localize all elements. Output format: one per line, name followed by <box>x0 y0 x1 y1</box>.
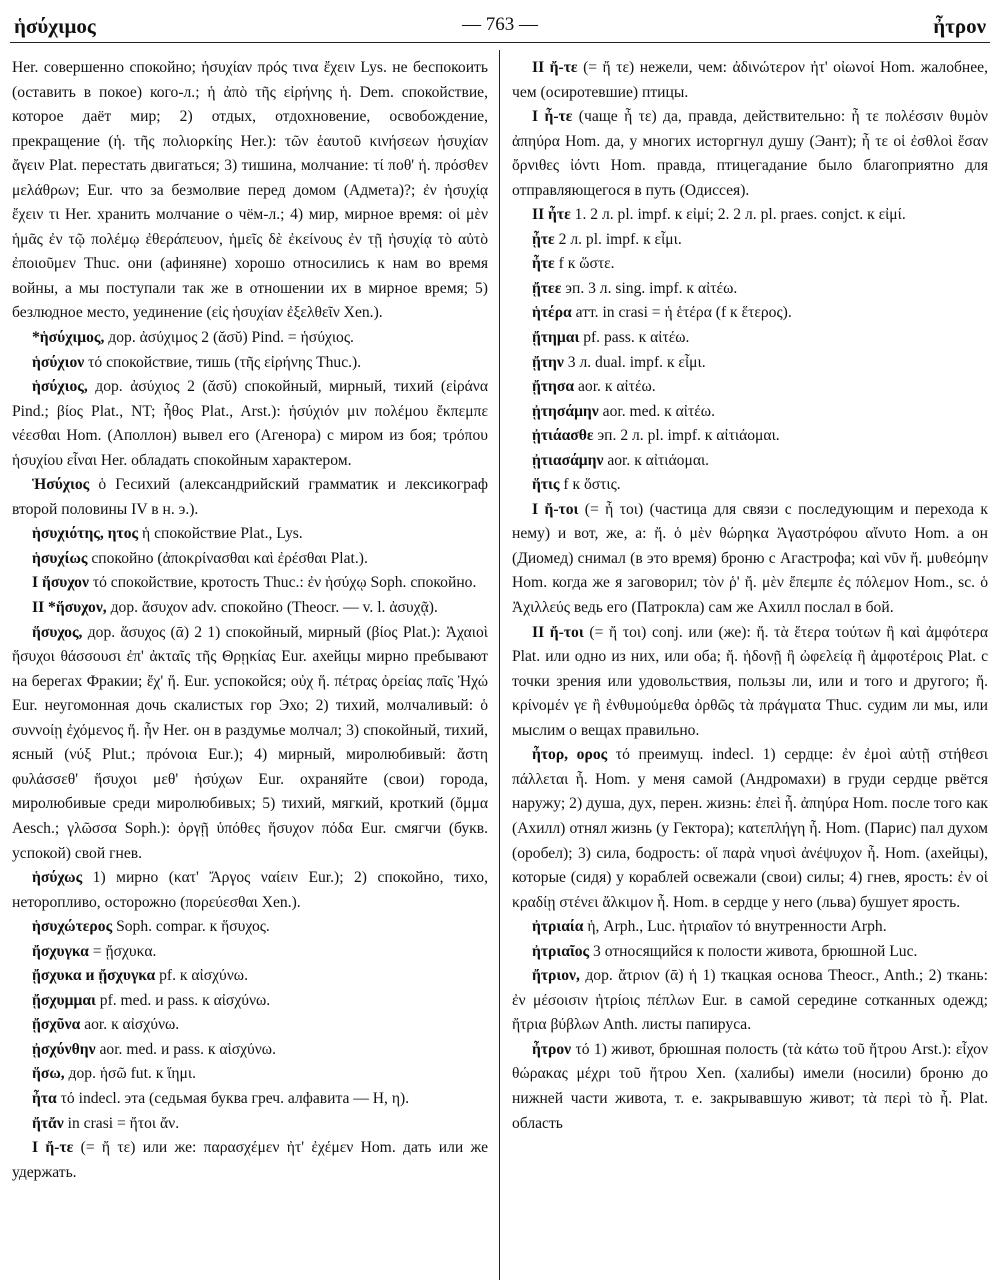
entry-text: τό indecl. эта (седьмая буква греч. алфавита — Η, η). <box>60 1089 410 1107</box>
entry-text: = ᾔσχυκα. <box>92 942 157 960</box>
entry-text: aor. к αἰτιάομαι. <box>607 451 710 469</box>
dictionary-entry <box>512 940 988 965</box>
entry-headword: I ἤ-τοι <box>532 500 579 518</box>
dictionary-entry <box>512 203 988 228</box>
entry-text: pf. к αἰσχύνω. <box>159 967 248 985</box>
dictionary-entry <box>512 105 988 203</box>
entry-headword: ἡσύχιον <box>32 353 85 371</box>
entry-text: атт. in crasi = ἡ ἑτέρα (f к ἕτερος). <box>575 304 792 322</box>
dictionary-entry <box>512 326 988 351</box>
entry-text: 2 л. pl. impf. к εἶμι. <box>558 230 682 248</box>
entry-headword: ᾔσχῦνα <box>32 1016 81 1034</box>
entry-text: τό спокойствие, кротость Thuc.: ἐν ἡσύχῳ Soph. спокойно. <box>92 574 477 592</box>
entry-text: ἡ, Arph., Luc. ἠτριαῖον τό внутренности Arph. <box>587 918 887 936</box>
dictionary-entry <box>512 56 988 105</box>
dictionary-entry <box>12 915 488 940</box>
entry-headword: ἤτἄν <box>32 1114 64 1132</box>
entry-text: (= ἦ τοι) (частица для связи с последующим и перехода к нему) и вот, же, а: ἤ. ὁ μὲν θώρηκα Ἀγαστρόφου αἴνυτο Hom. а он (Диомед) снимал (в это время) броню с Агастрофа; καὶ νῦν ἤ. μυθεόμην Hom. когда же я заговорил; τὸν ῥ' ἤ. μὲν ἔπεμπε ἐς πόλεμον Hom., sc. ὁ Ἀχιλλεύς ведь его (Патрокла) сам же Ахилл послал в бой. <box>512 500 988 617</box>
entry-headword: ᾐτησάμην <box>532 402 599 420</box>
dictionary-entry <box>12 596 488 621</box>
entry-text: (= ἤ τοι) conj. или (же): ἤ. τὰ ἕτερα τούτων ἢ καὶ ἀμφότερα Plat. или одно из них, или оба; ἤ. ἡδονῇ ἢ ὠφελείᾳ ἢ ἀμφοτέροις Plat. с точки зрения или удовольствия, пользы ли, или и того и другого; ἤ. κρίνομέν γε ἢ ἐνθυμούμεθα ὀρθῶς τὰ πράγματα Thuc. судим ли мы, или мыслим о вещах правильно. <box>512 623 988 739</box>
dictionary-entry <box>12 989 488 1014</box>
entry-text: (= ἤ τε) нежели, чем: ἀδινώτερον ἠτ' οἰωνοί Hom. жалобнее, чем (осиротевшие) птицы. <box>512 59 988 101</box>
entry-headword: ἡσύχως <box>32 869 83 887</box>
entry-headword: Ἡσύχιος <box>32 476 90 494</box>
page-header <box>10 8 990 43</box>
dictionary-entry <box>12 866 488 915</box>
entry-text: Her. совершенно спокойно; ἡσυχίαν πρός τινα ἔχειν Lys. не беспокоить (оставить в покое) кого-л.; ἡ ἀπὸ τῆς εἰρήνης ἡ. Dem. спокойствие, которое даёт мир; 2) отдых, отдохновение, освобождение, прекращение (ἡ. τῆς πολιορκίης Her.): τῶν ἑαυτοῦ κινήσεων ἡσυχίαν ἄγειν Plat. перестать двигаться; 3) тишина, молчание: τί ποθ' ἡ. πρόσθεν μελάθρων; Eur. что за безмолвие перед домом (Адмета)?; ἐν ἡσυχίᾳ ἔχειν τι Her. хранить молчание о чём-л.; 4) мир, мирное время: οἱ μὲν ἡμᾶς ἐν τῷ πολέμῳ ἐθεράπευον, ἡμεῖς δὲ ἐκείνους ἐν τῇ ἡσυχίᾳ τὸ αὐτὸ ἐποιοῦμεν Thuc. они (афиняне) хорошо относились к нам во время войны, а мы поступали так же в отношении их в мирное время; 5) безлюдное место, уединение (εἰς ἡσυχίαν ἐξελθεῖν Xen.). <box>12 59 488 322</box>
dictionary-entry <box>12 375 488 473</box>
entry-headword: ἥσυχος, <box>32 623 83 641</box>
entry-text: Soph. compar. к ἥσυχος. <box>116 918 270 936</box>
entry-headword: ᾔτεε <box>532 279 562 297</box>
entry-headword: ἦτα <box>32 1089 57 1107</box>
entry-headword: I ἤ-τε <box>32 1139 74 1157</box>
dictionary-entry <box>12 56 488 326</box>
entry-text: 1. 2 л. pl. impf. к εἰμί; 2. 2 л. pl. praes. conjct. к εἰμί. <box>574 206 906 224</box>
entry-text: ἡ спокойствие Plat., Lys. <box>142 525 303 543</box>
entry-headword: II ἤ-τοι <box>532 623 584 641</box>
entry-text: τό преимущ. indecl. 1) сердце: ἐν ἐμοὶ αὐτῇ στήθεσι πάλλεται ἦ. Hom. у меня самой (Андромахи) в груди сердце рвётся наружу; 2) душа, дух, перен. жизнь: ἐπεὶ ἦ. ἀπηύρα Hom. после того как (Ахилл) отнял жизнь (у Гектора); κατεπλήγη ἦ. Hom. (Парис) пал духом (оробел); 3) сила, бодрость: οἵ παρὰ νηυσὶ ἀνέψυχον ἦ. Hom. (ахейцы), которые (сидя) у кораблей освежали (свои) силы; 4) гнев, ярость: ἐν οἱ κραδίῃ στένει ἄλκιμον ἦ. Hom. в сердце у него (льва) бушует ярость. <box>512 746 988 911</box>
entry-headword: ἤτριον, <box>532 967 580 985</box>
entry-headword: ἡσυχίως <box>32 549 88 567</box>
dictionary-entry <box>512 621 988 744</box>
dictionary-entry <box>512 424 988 449</box>
dictionary-entry <box>12 351 488 376</box>
dictionary-entry <box>12 1013 488 1038</box>
entry-text: спокойно (ἀποκρίνασθαι καὶ ἐρέσθαι Plat.). <box>91 549 368 567</box>
entry-headword: ᾐτιασάμην <box>532 451 604 469</box>
entry-text: дор. ἡσῶ fut. к ἵημι. <box>68 1065 196 1083</box>
entry-text: (чаще ἦ τε) да, правда, действительно: ἦ τε πολέσσιν θυμὸν ἀπηύρα Hom. да, у многих исторгнул душу (Эант); ἦ τε οἱ ἐσθλοὶ ἔσαν ὄρνιθες ἰόντι Hom. правда, птицегадание было благоприятно для отправляющегося в путь (Одиссея). <box>512 108 988 199</box>
entry-text: in crasi = ἤτοι ἄν. <box>67 1114 180 1132</box>
dictionary-entry <box>12 571 488 596</box>
entry-text: pf. med. и pass. к αἰσχύνω. <box>99 991 271 1009</box>
entry-text: τό спокойствие, тишь (τῆς εἰρήνης Thuc.). <box>88 353 362 371</box>
entry-headword: ᾔσχυκα и ᾔσχυγκα <box>32 967 156 985</box>
entry-headword: ᾔτημαι <box>532 329 580 347</box>
entry-headword: ᾐσχύνθην <box>32 1040 96 1058</box>
entry-text: aor. к αἰτέω. <box>578 378 656 396</box>
left-column <box>12 56 488 1278</box>
entry-text: pf. pass. к αἰτέω. <box>583 329 690 347</box>
entry-text: дор. ἀσύχιος 2 (ᾰσῠ) спокойный, мирный, тихий (εἰράνα Pind.; βίος Plat., NT; ἦθος Plat., Arst.): ἡσύχιόν μιν πολέμου ἔκπεμπε νέεσθαι Hom. (Аполлон) вывел его (Агенора) с миром из боя; τρόπου ἡσυχίου εἶναι Her. обладать спокойным характером. <box>12 378 488 469</box>
entry-headword: II ἦτε <box>532 206 571 224</box>
page-number: — 763 — <box>462 14 538 35</box>
entry-headword: ἡτέρα <box>532 304 572 322</box>
dictionary-entry <box>512 498 988 621</box>
entry-headword: I ἦ-τε <box>532 108 573 126</box>
dictionary-entry <box>512 400 988 425</box>
entry-text: ὁ Гесихий (александрийский грамматик и лексикограф второй половины IV в н. э.). <box>12 476 488 518</box>
right-column <box>512 56 988 1278</box>
dictionary-entry <box>512 449 988 474</box>
entry-headword: ᾔτην <box>532 353 564 371</box>
entry-headword: ἥσω, <box>32 1065 65 1083</box>
dictionary-entry <box>12 1038 488 1063</box>
dictionary-entry <box>512 964 988 1038</box>
dictionary-entry <box>12 547 488 572</box>
dictionary-entry <box>512 301 988 326</box>
dictionary-entry <box>12 1136 488 1185</box>
dictionary-entry <box>12 473 488 522</box>
entry-text: 1) мирно (κατ' Ἄργος ναίειν Eur.); 2) спокойно, тихо, неторопливо, осторожно (πορεύεσθαι Xen.). <box>12 869 488 911</box>
dictionary-entry <box>512 252 988 277</box>
entry-headword: ἦτε <box>532 255 555 273</box>
dictionary-entry <box>12 1087 488 1112</box>
entry-text: (= ἤ τε) или же: παρασχέμεν ἠτ' ἐχέμεν Hom. дать или же удержать. <box>12 1139 488 1181</box>
entry-headword: I ἥσυχον <box>32 574 89 592</box>
entry-headword: ἡσυχιότης, ητος <box>32 525 139 543</box>
entry-headword: ᾐτιάασθε <box>532 427 594 445</box>
dictionary-entry <box>12 1112 488 1137</box>
entry-text: aor. med. и pass. к αἰσχύνω. <box>99 1040 276 1058</box>
entry-text: дор. ἅσυχος (ᾱ) 2 1) спокойный, мирный (βίος Plat.): Ἀχαιοὶ ἥσυχοι θάσσουσι ἐπ' ἀκταῖς τῆς Θρῃκίας Eur. ахейцы мирно пребывают на берегах Фракии; ἔχ' ἥ. Eur. успокойся; οὐχ ἥ. πέτρας ὀρείας παῖς Ἠχώ Eur. неугомонная дочь скалистых гор Эхо; 2) тихий, молчаливый: ὁ συννοίῃ ἐχόμενος ἥ. ἦν Her. он в раздумье молчал; 3) спокойный, тихий, ясный (νύξ Plut.; πρόνοια Eur.); 4) мирный, миролюбивый: ἄστη φυλάσσεθ' ἥσυχοι μεθ' ἡσύχων Eur. охраняйте (свои) города, миролюбивые среди миролюбивых; 5) тихий, мягкий, кроткий (ὄμμα Aesch.; γλῶσσα Soph.): ὀργῇ ὑπόθες ἥσυχον πόδα Eur. смягчи (букв. успокой) свой гнев. <box>12 623 488 862</box>
dictionary-entry <box>512 743 988 915</box>
dictionary-entry <box>12 522 488 547</box>
entry-headword: ἤσχυγκα <box>32 942 89 960</box>
column-divider <box>499 50 500 1280</box>
dictionary-entry <box>12 940 488 965</box>
dictionary-entry <box>12 621 488 866</box>
entry-headword: *ἡσύχιμος, <box>32 329 105 347</box>
left-running-headword: ἡσύχιμος <box>14 14 96 38</box>
entry-headword: ᾔτησα <box>532 378 575 396</box>
entry-headword: ἦτορ, ορος <box>532 746 608 764</box>
entry-text: f к ὅστις. <box>563 476 621 494</box>
entry-headword: ἡσυχώτερος <box>32 918 113 936</box>
dictionary-entry <box>512 375 988 400</box>
dictionary-entry <box>12 326 488 351</box>
entry-text: 3 л. dual. impf. к εἶμι. <box>567 353 706 371</box>
entry-text: дор. ἅσυχον adv. спокойно (Theocr. — v. l. ἀσυχᾷ). <box>110 599 438 617</box>
entry-headword: ἠτριαῖος <box>532 942 590 960</box>
entry-text: эп. 2 л. pl. impf. к αἰτιάομαι. <box>597 427 780 445</box>
entry-headword: ἥτις <box>532 476 560 494</box>
dictionary-entry <box>12 964 488 989</box>
entry-text: aor. к αἰσχύνω. <box>84 1016 180 1034</box>
entry-text: 3 относящийся к полости живота, брюшной Luc. <box>593 942 918 960</box>
entry-headword: II *ἥσυχον, <box>32 599 107 617</box>
dictionary-entry <box>512 228 988 253</box>
dictionary-entry <box>512 915 988 940</box>
dictionary-entry <box>512 351 988 376</box>
entry-text: эп. 3 л. sing. impf. к αἰτέω. <box>565 279 738 297</box>
entry-headword: ᾔσχυμμαι <box>32 991 96 1009</box>
entry-text: f к ὥστε. <box>558 255 615 273</box>
entry-text: aor. med. к αἰτέω. <box>602 402 715 420</box>
entry-headword: ᾖτε <box>532 230 555 248</box>
entry-headword: ἡσύχιος, <box>32 378 88 396</box>
dictionary-entry <box>12 1062 488 1087</box>
entry-headword: II ἤ-τε <box>532 59 578 76</box>
dictionary-entry <box>512 473 988 498</box>
dictionary-entry <box>512 1038 988 1136</box>
entry-text: τό 1) живот, брюшная полость (τὰ κάτω τοῦ ἤτρου Arst.): εἶχον θώρακας μέχρι τοῦ ἤτρου Xen. (халибы) имели (носили) броню до нижней части живота, т. е. закрывавшую живот; τὰ περὶ τὸ ἦ. Plat. область <box>512 1040 988 1132</box>
entry-text: дор. ἄτριον (ᾱ) ἡ 1) ткацкая основа Theocr., Anth.; 2) ткань: ἐν μέσοισιν ἠτρίοις πέπλων Eur. в самой середине сотканных одежд; ἤτρια βύβλων Anth. листы папируса. <box>512 967 988 1034</box>
entry-headword: ἦτρον <box>532 1040 572 1058</box>
dictionary-entry <box>512 277 988 302</box>
right-running-headword: ἦτρον <box>933 14 986 38</box>
entry-headword: ἠτριαία <box>532 918 584 936</box>
entry-text: дор. ἀσύχιμος 2 (ᾰσῠ) Pind. = ἡσύχιος. <box>108 329 354 347</box>
